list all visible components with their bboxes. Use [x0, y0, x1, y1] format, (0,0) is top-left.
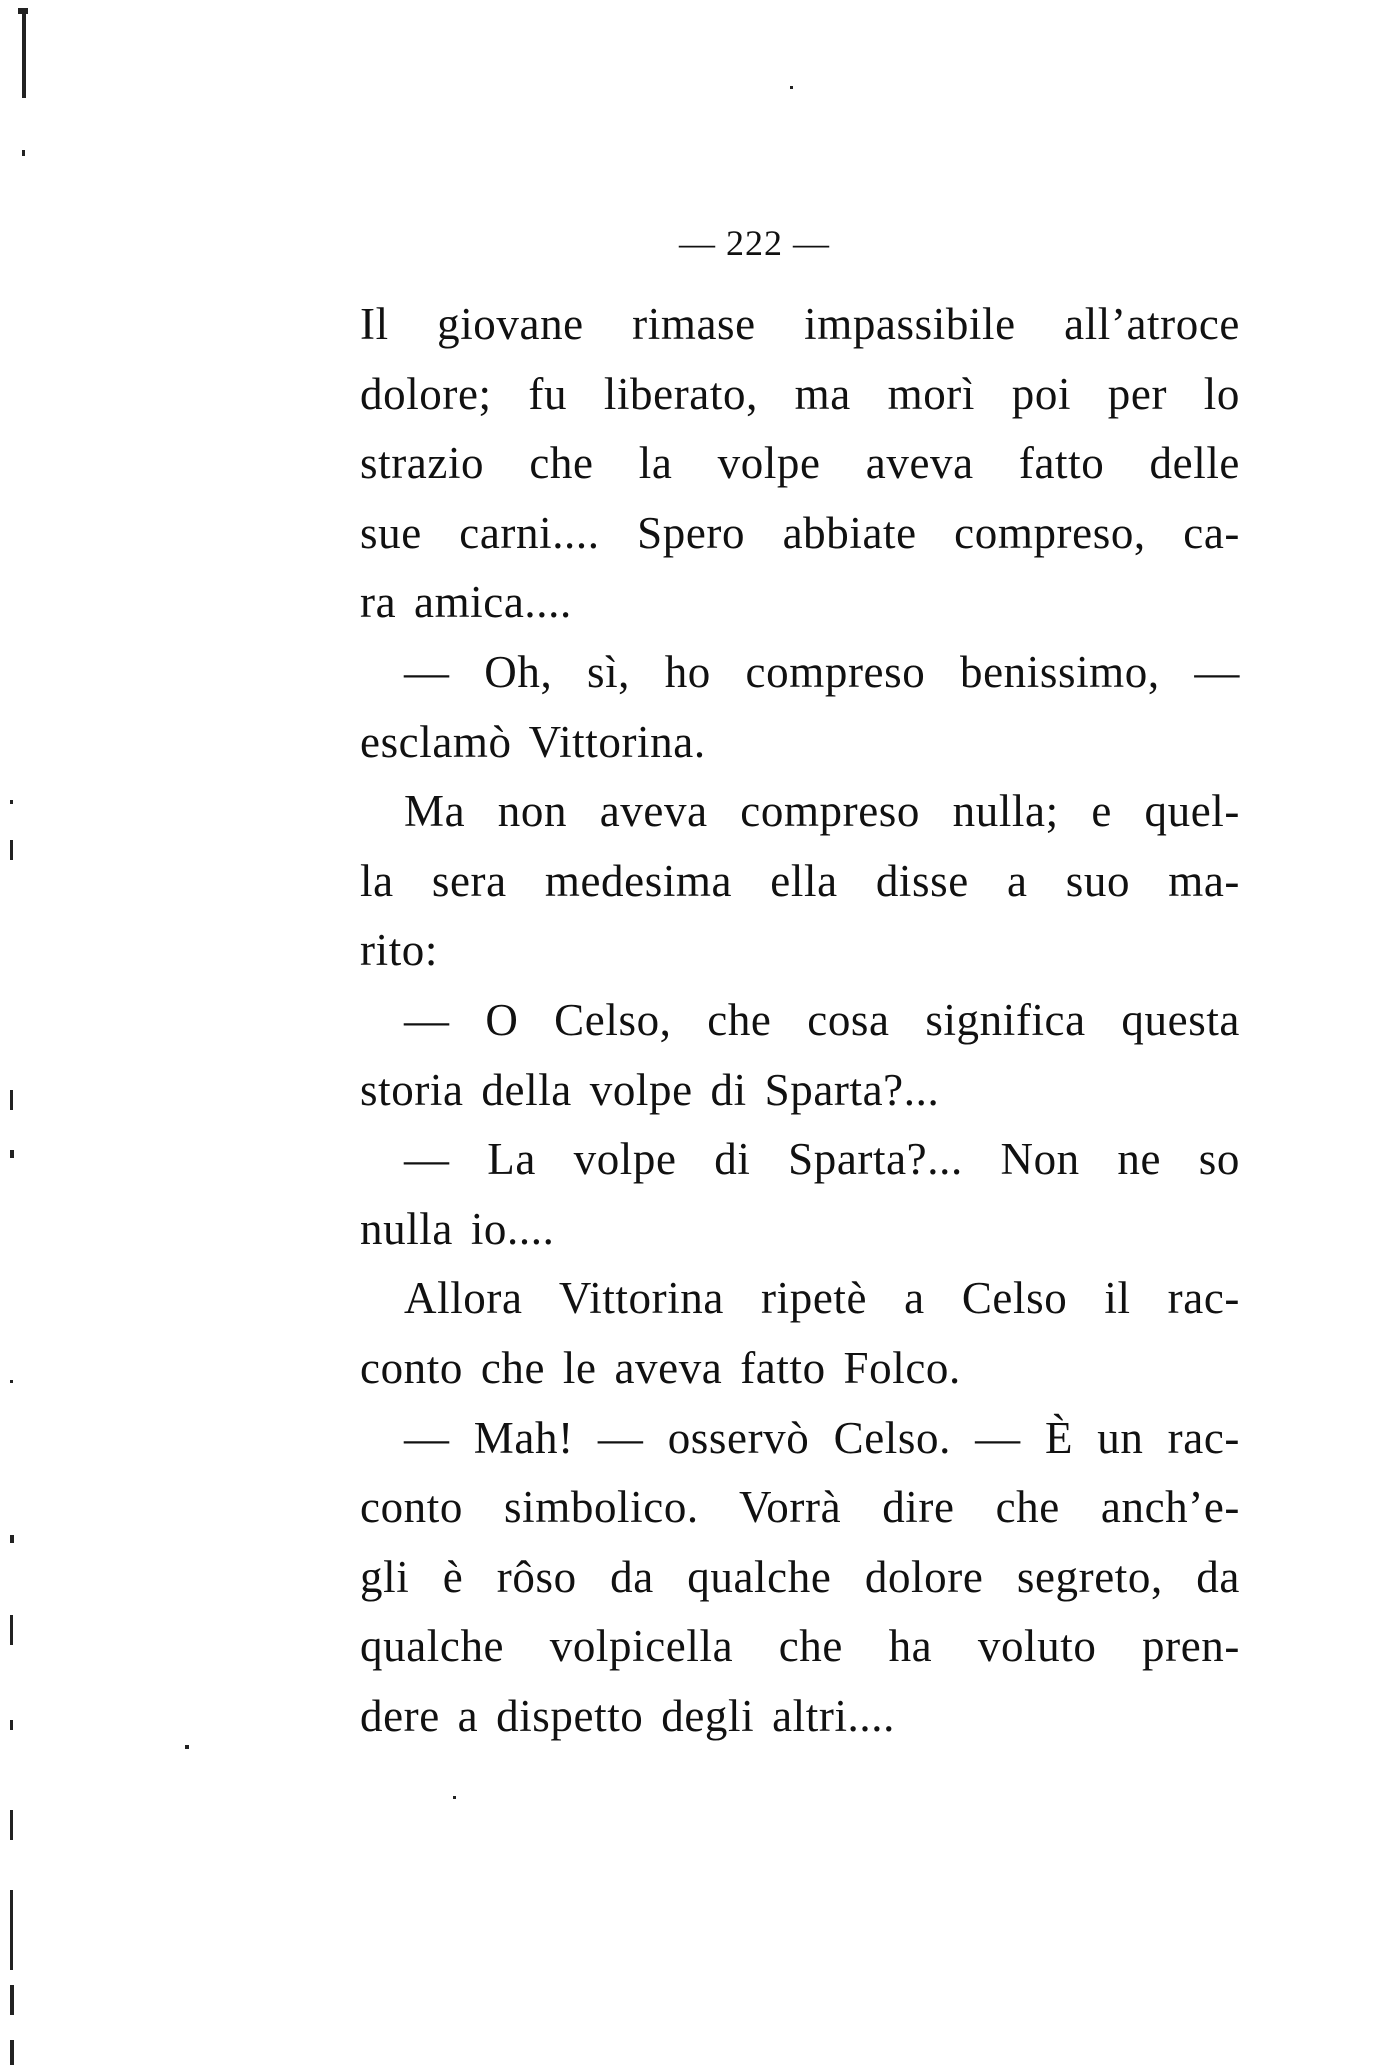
scan-mark	[790, 86, 793, 89]
scan-mark	[10, 800, 13, 804]
text-line: Ma non aveva compreso nulla; e quel-	[404, 786, 1240, 837]
text-line: dolore; fu liberato, ma morì poi per lo	[360, 368, 1240, 419]
text-line: nulla io....	[360, 1203, 555, 1254]
scan-mark	[10, 1810, 13, 1840]
text-line: — La volpe di Sparta?... Non ne so	[404, 1134, 1240, 1185]
scan-mark	[10, 1720, 13, 1730]
text-line: rito:	[360, 925, 438, 976]
text-line: — Oh, sì, ho compreso benissimo, —	[404, 646, 1240, 697]
scan-mark	[185, 1745, 189, 1749]
text-line: Il giovane rimase impassibile all’atroce	[360, 299, 1240, 349]
scan-mark	[10, 1985, 14, 2015]
paragraph	[360, 290, 1240, 638]
text-line: storia della volpe di Sparta?...	[360, 1064, 940, 1115]
page-number: — 222 —	[679, 223, 830, 263]
scan-mark	[10, 1150, 14, 1158]
body-text	[360, 290, 1240, 1751]
paragraph	[360, 1264, 1240, 1403]
scan-mark	[10, 1890, 13, 1970]
scan-mark	[22, 150, 25, 156]
paragraph	[360, 638, 1240, 777]
text-line: — Mah! — osservò Celso. — È un rac-	[404, 1412, 1240, 1463]
scan-mark	[10, 840, 13, 860]
scan-mark	[10, 2040, 14, 2065]
text-line: sue carni.... Spero abbiate compreso, ca-	[360, 507, 1240, 558]
scan-mark	[10, 1535, 14, 1543]
text-line: gli è rôso da qualche dolore segreto, da	[360, 1551, 1240, 1602]
paragraph	[360, 986, 1240, 1125]
text-line: Allora Vittorina ripetè a Celso il rac-	[404, 1273, 1240, 1324]
scan-mark	[10, 1380, 13, 1383]
scan-mark	[22, 8, 26, 98]
scan-mark	[10, 1090, 13, 1110]
scan-mark	[10, 1615, 13, 1645]
text-line: la sera medesima ella disse a suo ma-	[360, 855, 1240, 906]
text-line: esclamò Vittorina.	[360, 716, 706, 767]
paragraph	[360, 777, 1240, 986]
scan-mark	[453, 1796, 456, 1799]
text-line: ra amica....	[360, 577, 572, 628]
text-line: dere a dispetto degli altri....	[360, 1690, 895, 1741]
text-line: conto che le aveva fatto Folco.	[360, 1342, 961, 1393]
paragraph	[360, 1125, 1240, 1264]
text-line: qualche volpicella che ha voluto pren-	[360, 1621, 1240, 1672]
text-line: conto simbolico. Vorrà dire che anch’e-	[360, 1482, 1240, 1533]
paragraph	[360, 1404, 1240, 1752]
scan-mark	[18, 8, 28, 14]
text-line: strazio che la volpe aveva fatto delle	[360, 438, 1240, 489]
text-line: — O Celso, che cosa significa questa	[404, 994, 1240, 1045]
